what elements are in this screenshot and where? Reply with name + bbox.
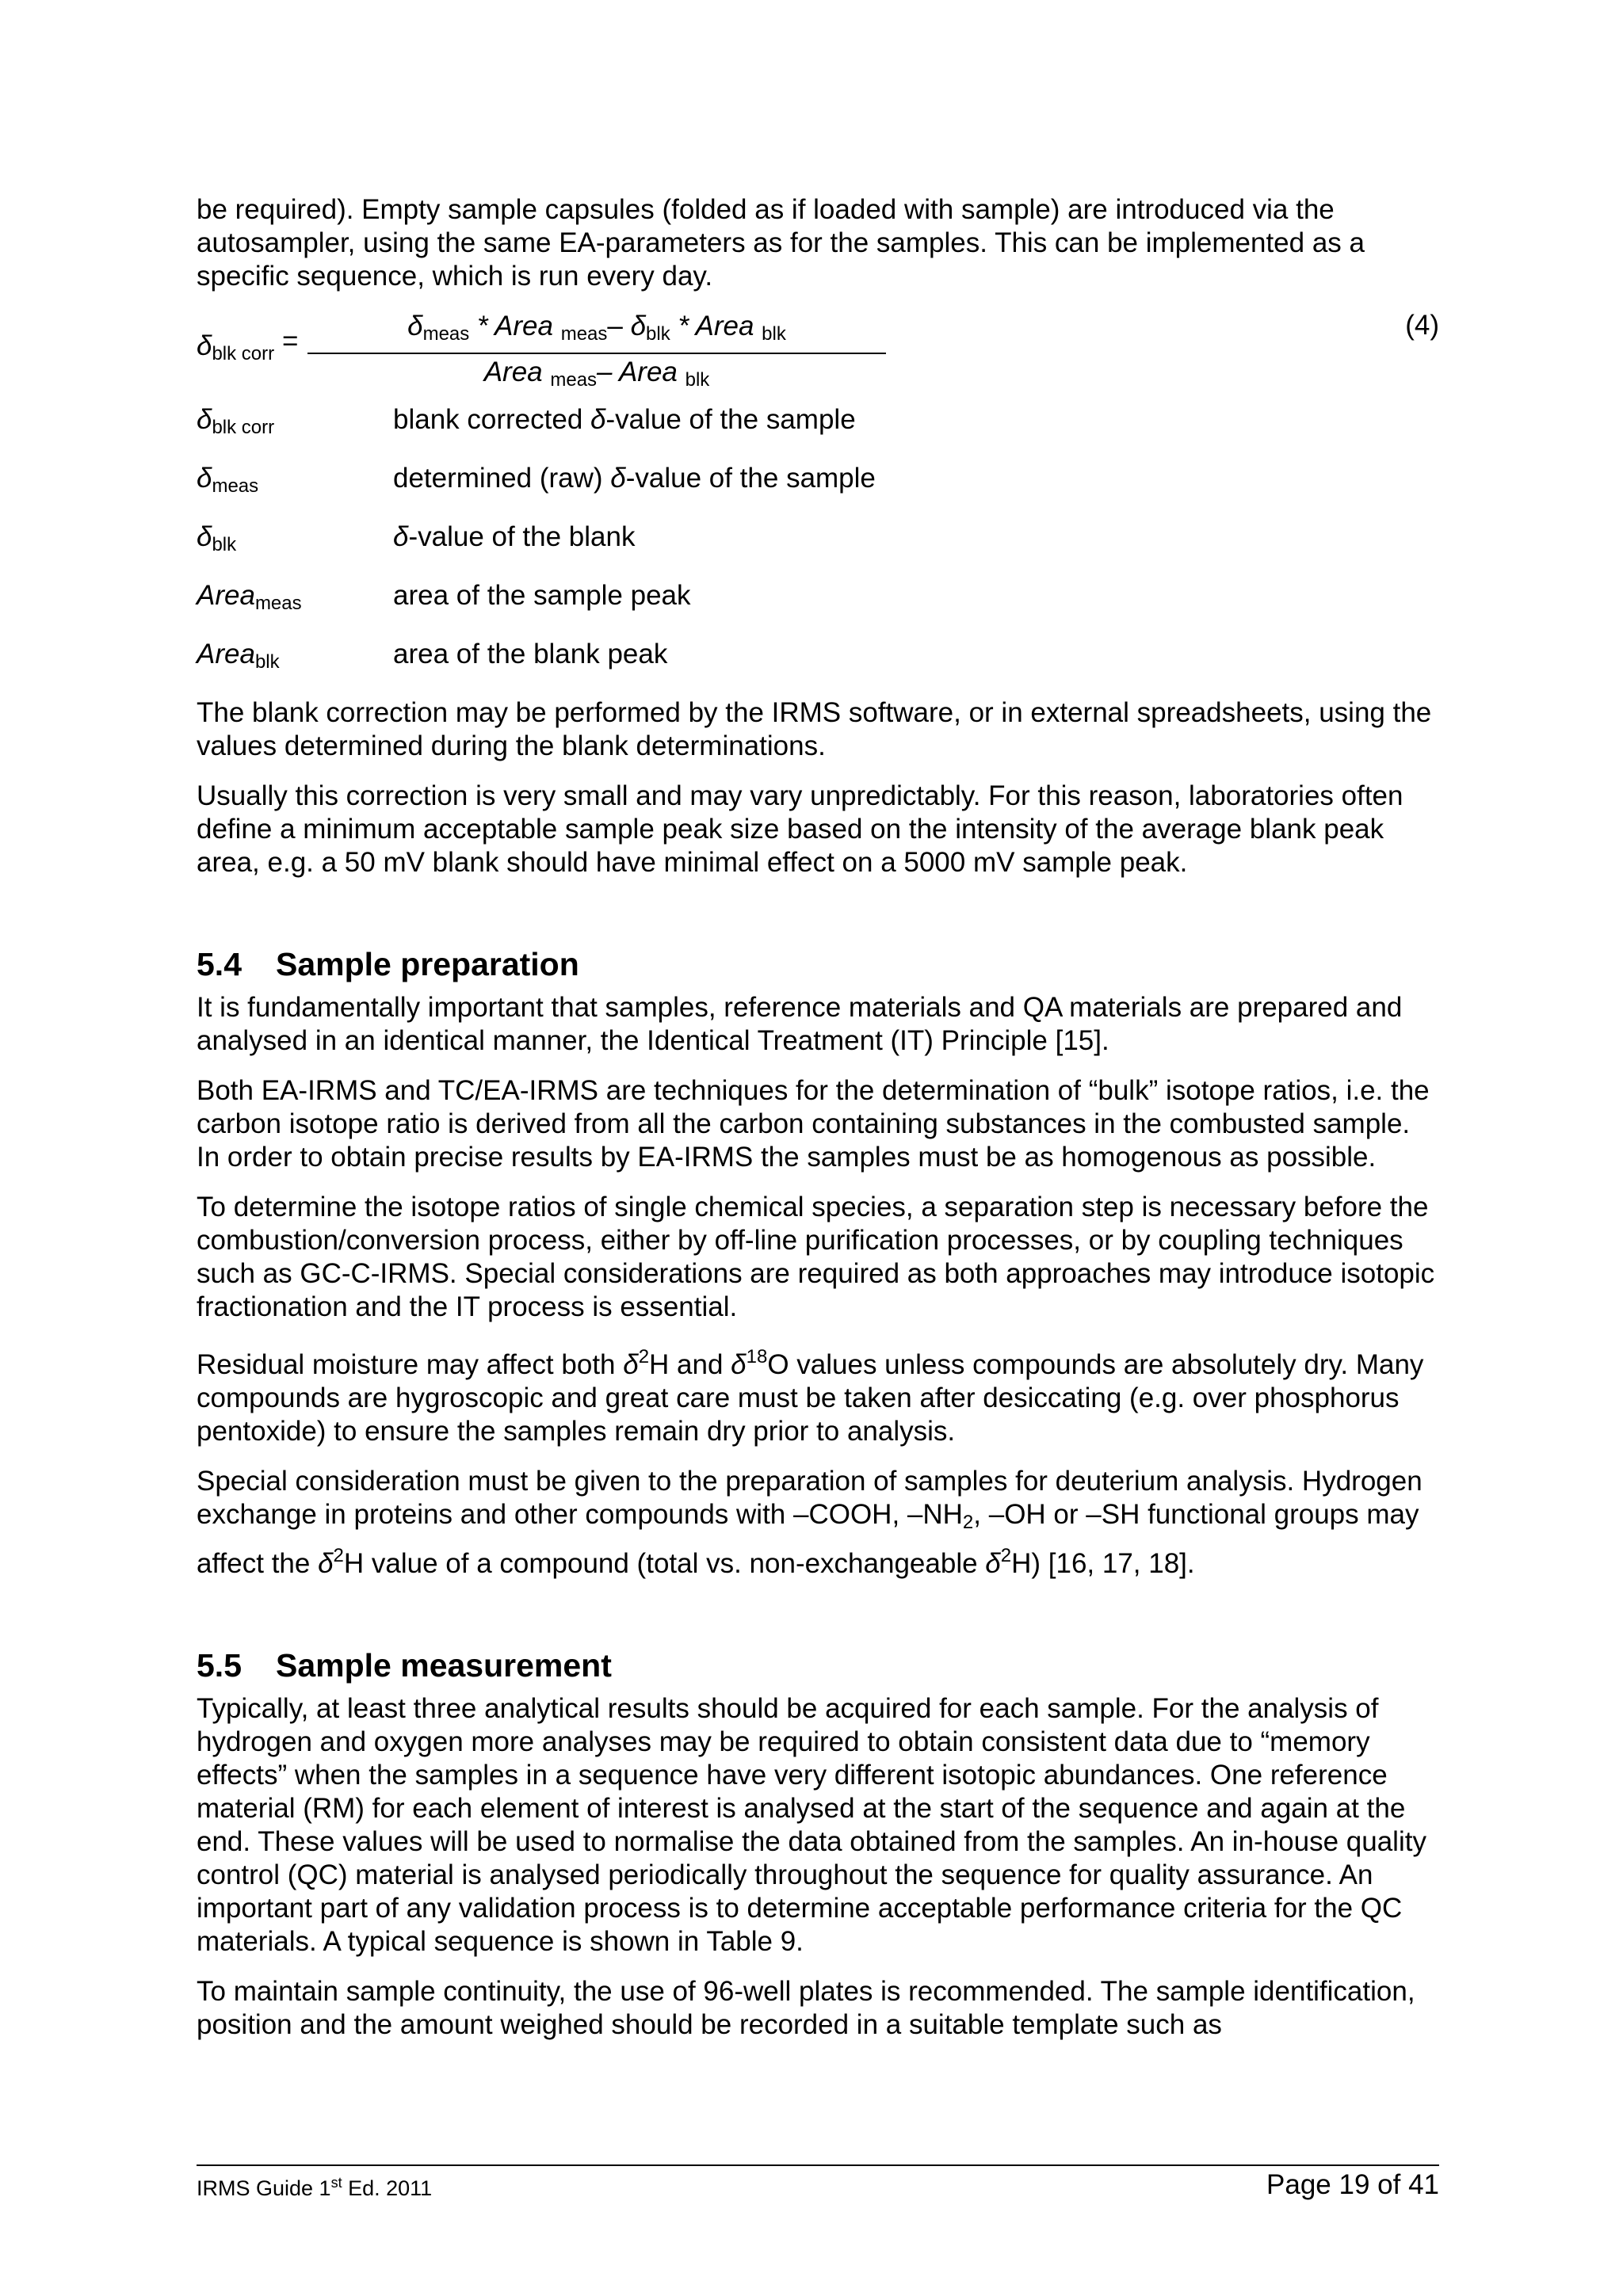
definition-symbol: $\delta_{meas}$ — [197, 463, 259, 497]
definition-description: blank corrected δ-value of the sample — [393, 404, 856, 435]
definition-row — [197, 403, 1439, 444]
equation-numerator: $\delta_{meas}$ * Area $_{meas}$– $\delta_{blk}$ * Area $_{blk}$ — [407, 311, 786, 345]
footer-page-number: Page 19 of 41 — [1266, 2169, 1439, 2200]
equals-sign: = — [282, 326, 299, 357]
footer-rule — [197, 2164, 1439, 2166]
sample-continuity-paragraph: To maintain sample continuity, the use of 96-well plates is recommended. The sample identification, position and the amount weighed should be recorded in a suitable template such as — [197, 1976, 1415, 2040]
definition-row — [197, 579, 1439, 620]
footer-document-title: IRMS Guide 1st Ed. 2011 — [197, 2175, 433, 2200]
definition-description: area of the sample peak — [393, 580, 691, 611]
deuterium-paragraph: Special consideration must be given to the preparation of samples for deuterium analysis. Hydrogen exchange in proteins and other compounds with –COOH, $-NH_2$, –OH or –SH functional groups may affect the $\delta^2H$ value of a compound (total vs. non-exchangeable $\delta^2H$) [16, 17, 18]. — [197, 1466, 1423, 1579]
equation-number: (4) — [1405, 310, 1439, 341]
bulk-isotope-paragraph: Both EA-IRMS and TC/EA-IRMS are techniques for the determination of “bulk” isotope ratios, i.e. the carbon isotope ratio is derived from all the carbon containing substances in the combusted sample. In order to obtain precise results by EA-IRMS the samples must be as homogenous as possible. — [197, 1075, 1430, 1173]
definition-row — [197, 462, 1439, 503]
page-content — [197, 193, 1439, 2058]
equation-denominator: Area $_{meas}$– Area $_{blk}$ — [483, 357, 710, 391]
section-heading-5-5: 5.5 Sample measurement — [197, 1647, 612, 1684]
definition-symbol: Area$_{meas}$ — [197, 580, 302, 614]
definition-description: determined (raw) δ-value of the sample — [393, 463, 876, 494]
fraction-bar — [307, 353, 886, 354]
analytical-results-paragraph: Typically, at least three analytical results should be acquired for each sample. For the analysis of hydrogen and oxygen more analyses may be required to obtain consistent data due to “memory effects” when the samples in a sequence have very different isotopic abundances. One reference material (RM) for each element of interest is analysed at the start of the sequence and again at the end. These values will be used to normalise the data obtained from the samples. An in-house quality control (QC) material is analysed periodically throughout the sequence for quality assurance. An important part of any validation process is to determine acceptable performance criteria for the QC materials. A typical sequence is shown in Table 9. — [197, 1693, 1426, 1957]
section-heading-5-4: 5.4 Sample preparation — [197, 946, 579, 982]
definition-row — [197, 638, 1439, 679]
identical-treatment-paragraph: It is fundamentally important that samples, reference materials and QA materials are prepared and analysed in an identical manner, the Identical Treatment (IT) Principle [15]. — [197, 992, 1403, 1056]
single-species-paragraph: To determine the isotope ratios of single chemical species, a separation step is necessary before the combustion/conversion process, either by off-line purification processes, or by coupling techniques such as GC-C-IRMS. Special considerations are required as both approaches may introduce isotopic fractionation and the IT process is essential. — [197, 1192, 1435, 1322]
definition-description: δ-value of the blank — [393, 521, 636, 552]
correction-size-paragraph: Usually this correction is very small and may vary unpredictably. For this reason, laboratories often define a minimum acceptable sample peak size based on the intensity of the average blank peak area, e.g. a 50 mV blank should have minimal effect on a 5000 mV sample peak. — [197, 780, 1403, 878]
residual-moisture-paragraph: Residual moisture may affect both $\delta^2H$ and $\delta^{18}O$ values unless compounds are absolutely dry. Many compounds are hygroscopic and great care must be taken after desiccating (e.g. over phosphorus pentoxide) to ensure the samples remain dry prior to analysis. — [197, 1346, 1424, 1447]
definition-symbol: Area$_{blk}$ — [197, 639, 280, 673]
definition-row — [197, 521, 1439, 562]
blank-correction-paragraph: The blank correction may be performed by the IRMS software, or in external spreadsheets, using the values determined during the blank determinations. — [197, 697, 1432, 761]
definition-description: area of the blank peak — [393, 639, 668, 669]
intro-paragraph: be required). Empty sample capsules (folded as if loaded with sample) are introduced via the autosampler, using the same EA-parameters as for the samples. This can be implemented as a specific sequence, which is run every day. — [197, 194, 1365, 292]
definition-symbol: $\delta_{blk corr}$ — [197, 404, 275, 438]
equation-lhs: $\delta_{blk corr}$ — [197, 330, 275, 364]
equation-4 — [197, 310, 1439, 389]
equation-fraction — [307, 310, 886, 397]
definition-symbol: $\delta_{blk}$ — [197, 521, 237, 555]
